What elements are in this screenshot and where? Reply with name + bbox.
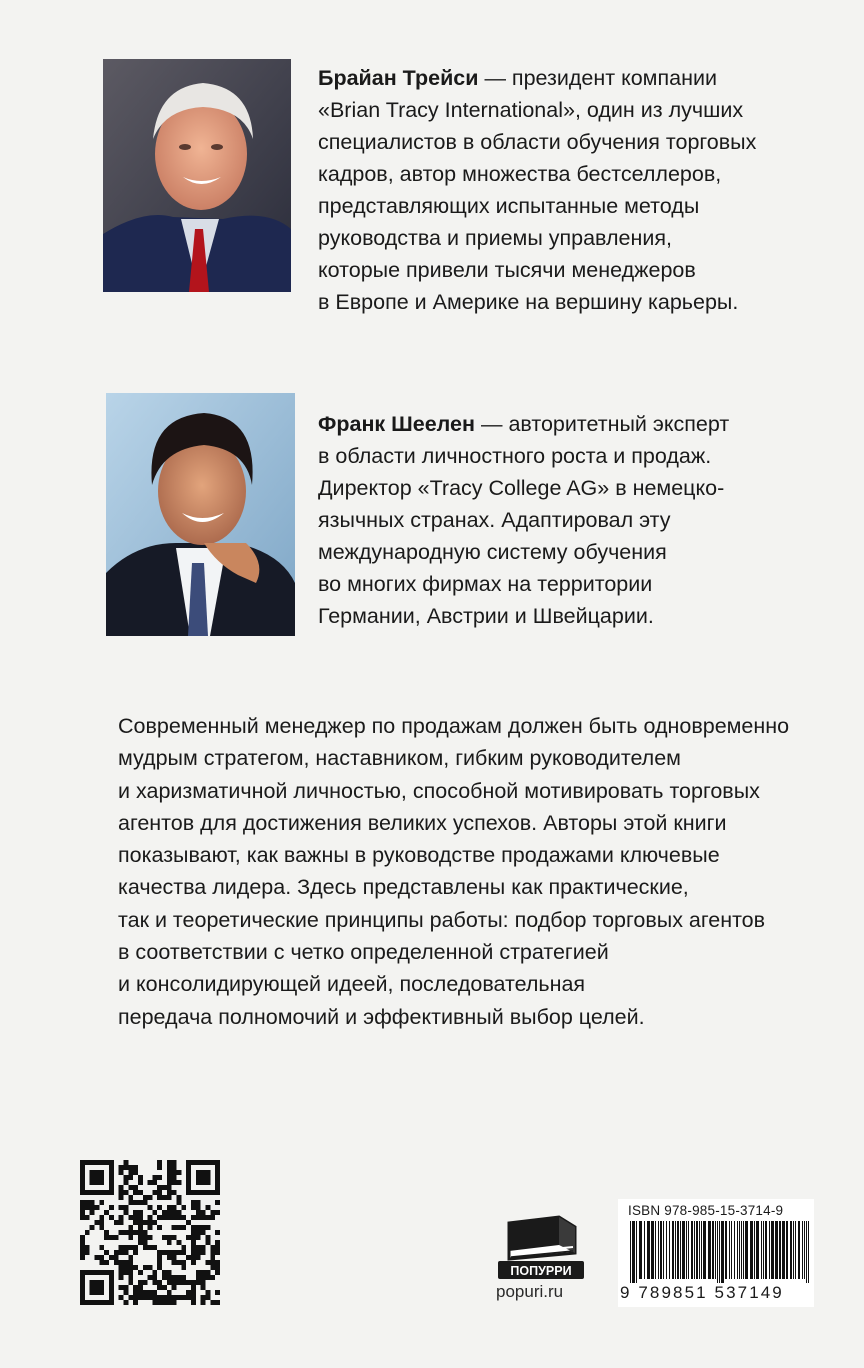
bio-line: руководства и приемы управления, (318, 226, 672, 250)
bio-line: в области личностного роста и продаж. (318, 444, 712, 468)
author-photo-frank-scheelen (106, 393, 295, 636)
bio-line: которые привели тысячи менеджеров (318, 258, 696, 282)
book-description (118, 710, 789, 1033)
bio-line: язычных странах. Адаптировал эту (318, 508, 671, 532)
barcode-digits: 9 789851 537149 (620, 1283, 784, 1302)
description-line: так и теоретические принципы работы: подбор торговых агентов (118, 907, 766, 932)
bio-line: «Brian Tracy International», один из лучших (318, 98, 744, 122)
bio-line: в Европе и Америке на вершину карьеры. (318, 290, 739, 314)
description-line: и харизматичной личностью, способной мотивировать торговых (118, 778, 760, 803)
publisher-name: ПОПУРРИ (510, 1264, 572, 1278)
author-bio-frank-scheelen (318, 408, 729, 632)
description-line: мудрым стратегом, наставником, гибким руководителем (118, 746, 681, 771)
bio-text: — президент компании (478, 66, 717, 90)
bio-line: во многих фирмах на территории (318, 572, 653, 596)
bio-line: Директор «Tracy College AG» в немецко- (318, 476, 725, 500)
isbn-number: ISBN 978-985-15-3714-9 (628, 1203, 784, 1218)
bio-line: представляющих испытанные методы (318, 194, 700, 218)
barcode-icon (628, 1221, 812, 1283)
description-line: в соответствии с четко определенной стратегией (118, 940, 609, 965)
description-line: показывают, как важны в руководстве продажами ключевые (118, 843, 720, 868)
description-line: и консолидирующей идеей, последовательная (118, 972, 586, 997)
author-bio-brian-tracy (318, 62, 756, 318)
description-line: передача полномочий и эффективный выбор целей. (118, 1004, 645, 1029)
description-line: качества лидера. Здесь представлены как практические, (118, 875, 689, 900)
publisher-website[interactable]: popuri.ru (496, 1282, 564, 1301)
author-name: Брайан Трейси (318, 66, 479, 90)
bio-line: кадров, автор множества бестселлеров, (318, 162, 722, 186)
author-name: Франк Шеелен (318, 412, 475, 436)
bio-line: Германии, Австрии и Швейцарии. (318, 604, 654, 628)
qr-code-icon[interactable] (80, 1160, 220, 1305)
bio-line: специалистов в области обучения торговых (318, 130, 757, 154)
bio-text: — авторитетный эксперт (475, 412, 730, 436)
author-photo-brian-tracy (103, 59, 291, 292)
bio-line: международную систему обучения (318, 540, 667, 564)
description-line: агентов для достижения великих успехов. Авторы этой книги (118, 810, 727, 835)
description-line: Современный менеджер по продажам должен быть одновременно (118, 714, 790, 738)
